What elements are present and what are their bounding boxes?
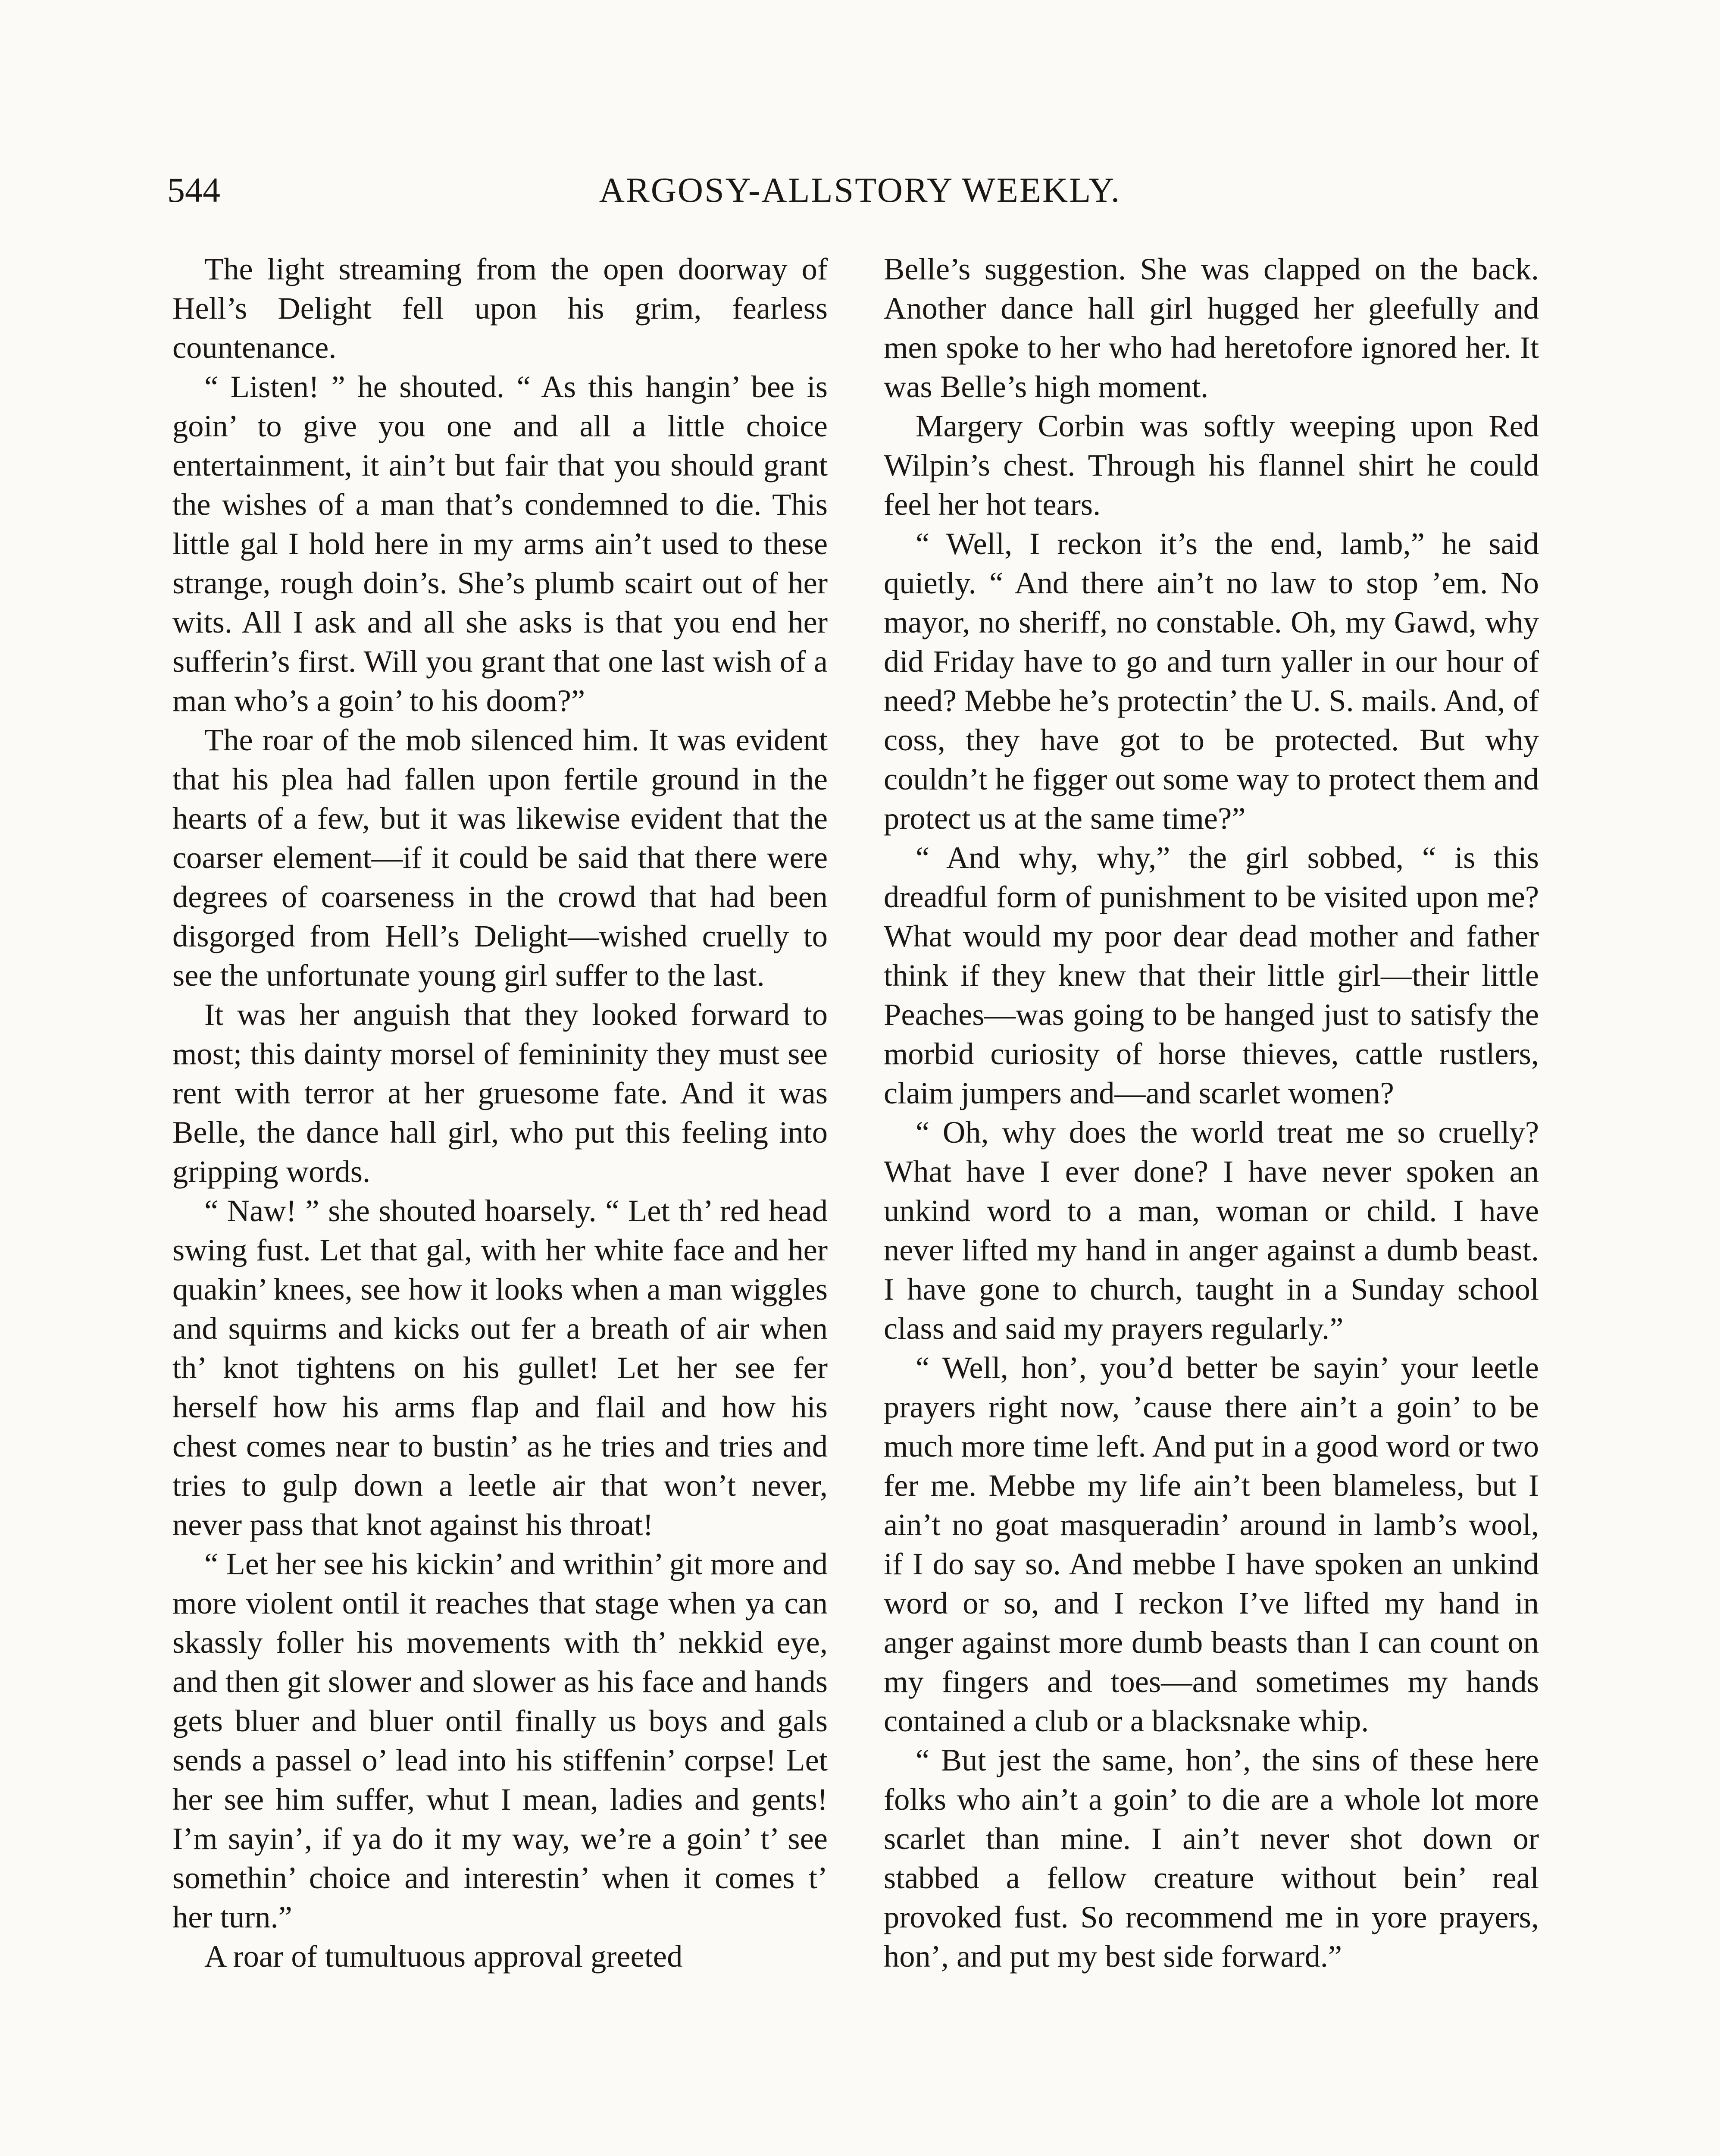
paragraph: “ But jest the same, hon’, the sins of these here folks who ain’t a goin’ to die are a whole lot more scarlet than mine. I ain’t never shot down or stabbed a fellow creature without bein’ real provoked fust. So recommend me in yore prayers, hon’, and put my best side forward.” bbox=[884, 1742, 1539, 1974]
paragraph: The light streaming from the open doorway of Hell’s Delight fell upon his grim, fearless countenance. bbox=[172, 251, 828, 365]
running-head: ARGOSY-ALLSTORY WEEKLY. bbox=[599, 170, 1121, 210]
paragraph: “ Oh, why does the world treat me so cruelly? What have I ever done? I have never spoken an unkind word to a man, woman or child. I have never lifted my hand in anger against a dumb beast. I have gone to church, taught in a Sunday school class and said my prayers regularly.” bbox=[884, 1115, 1539, 1346]
left-column bbox=[172, 249, 828, 1976]
right-column bbox=[884, 249, 1539, 1976]
paragraph: It was her anguish that they looked forward to most; this dainty morsel of femininity they must see rent with terror at her gruesome fate. And it was Belle, the dance hall girl, who put this feeling into gripping words. bbox=[172, 997, 828, 1189]
paragraph: Margery Corbin was softly weeping upon Red Wilpin’s chest. Through his flannel shirt he could feel her hot tears. bbox=[884, 408, 1539, 522]
paragraph: A roar of tumultuous approval greeted bbox=[204, 1939, 683, 1974]
paragraph: The roar of the mob silenced him. It was evident that his plea had fallen upon fertile ground in the hearts of a few, but it was likewise evident that the coarser element—if it could be said that there were degrees of coarseness in the crowd that had been disgorged from Hell’s Delight—wished cruelly to see the unfortunate young girl suffer to the last. bbox=[172, 722, 828, 993]
page-number: 544 bbox=[167, 170, 220, 210]
paragraph: “ Let her see his kickin’ and writhin’ git more and more violent ontil it reaches that stage when ya can skassly foller his movements with th’ nekkid eye, and then git slower and slower as his face and hands gets bluer and bluer ontil finally us boys and gals sends a passel o’ lead into his stiffenin’ corpse! Let her see him suffer, whut I mean, ladies and gents! I’m sayin’, if ya do it my way, we’re a goin’ t’ see somethin’ choice and interestin’ when it comes t’ her turn.” bbox=[172, 1546, 828, 1934]
paragraph: “ Naw! ” she shouted hoarsely. “ Let th’ red head swing fust. Let that gal, with her white face and her quakin’ knees, see how it looks when a man wiggles and squirms and kicks out fer a breath of air when th’ knot tightens on his gullet! Let her see fer herself how his arms flap and flail and how his chest comes near to bustin’ as he tries and tries and tries to gulp down a leetle air that won’t never, never pass that knot against his throat! bbox=[172, 1193, 828, 1542]
paragraph: “ And why, why,” the girl sobbed, “ is this dreadful form of punishment to be visited upon me? What would my poor dear dead mother and father think if they knew that their little girl—their little Peaches—was going to be hanged just to satisfy the morbid curiosity of horse thieves, cattle rustlers, claim jumpers and—and scarlet women? bbox=[884, 840, 1539, 1110]
paragraph-continuation: Belle’s suggestion. She was clapped on the back. Another dance hall girl hugged her gleefully and men spoke to her who had heretofore ignored her. It was Belle’s high moment. bbox=[884, 251, 1539, 404]
paragraph: “ Listen! ” he shouted. “ As this hangin’ bee is goin’ to give you one and all a little choice entertainment, it ain’t but fair that you should grant the wishes of a man that’s condemned to die. This little gal I hold here in my arms ain’t used to these strange, rough doin’s. She’s plumb scairt out of her wits. All I ask and all she asks is that you end her sufferin’s first. Will you grant that one last wish of a man who’s a goin’ to his doom?” bbox=[172, 369, 828, 718]
paragraph: “ Well, hon’, you’d better be sayin’ your leetle prayers right now, ’cause there ain’t a goin’ to be much more time left. And put in a good word or two fer me. Mebbe my life ain’t been blameless, but I ain’t no goat masqueradin’ around in lamb’s wool, if I do say so. And mebbe I have spoken an unkind word or so, and I reckon I’ve lifted my hand in anger against more dumb beasts than I can count on my fingers and toes—and sometimes my hands contained a club or a blacksnake whip. bbox=[884, 1350, 1539, 1738]
paragraph: “ Well, I reckon it’s the end, lamb,” he said quietly. “ And there ain’t no law to stop ’em. No mayor, no sheriff, no constable. Oh, my Gawd, why did Friday have to go and turn yaller in our hour of need? Mebbe he’s protectin’ the U. S. mails. And, of coss, they have got to be protected. But why couldn’t he figger out some way to protect them and protect us at the same time?” bbox=[884, 526, 1539, 836]
